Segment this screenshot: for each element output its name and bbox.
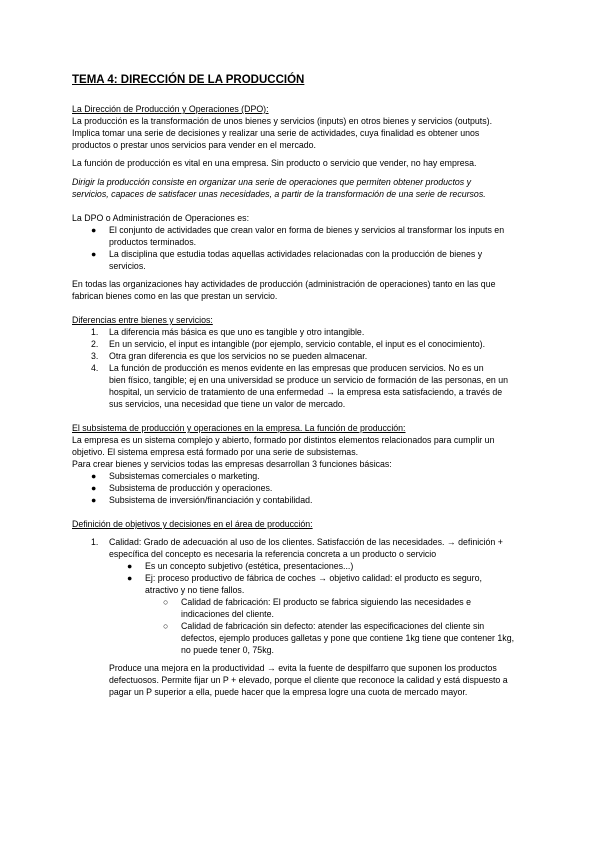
list-item: Subsistemas comerciales o marketing. [109,471,260,481]
paragraph-line: Produce una mejora en la productividad → evita la fuente de despilfarro que suponen los productos [109,663,497,673]
paragraph-line: objetivo. El sistema empresa está formado por una serie de subsistemas. [72,447,359,457]
list-item: La disciplina que estudia todas aquellas actividades relacionadas con la producción de bienes y [109,249,483,259]
list-number: 4. [91,363,99,373]
bullet-icon: ● [91,225,97,235]
circle-bullet-icon: ○ [163,621,169,631]
list-item: defectos, ejemplo produces galletas y pone que contiene 1kg tiene que contener 1kg, [181,633,515,643]
paragraph-line: pagar un P superior a ella, puede hacer que la empresa logre una cuota de mercado mayor. [109,687,468,697]
list-item: específica del concepto es necesaria la referencia concreta a un producto o servicio [109,549,437,559]
list-number: 3. [91,351,99,361]
section-heading-subsistema: El subsistema de producción y operaciones en la empresa. La función de producción: [72,423,406,433]
list-item: no puede tener 0, 75kg. [181,645,274,655]
list-number: 1. [91,327,99,337]
section-heading-diferencias: Diferencias entre bienes y servicios: [72,315,213,325]
bullet-icon: ● [91,495,97,505]
bullet-icon: ● [91,249,97,259]
bullet-icon: ● [127,561,133,571]
list-number: 1. [91,537,99,547]
list-item: Subsistema de producción y operaciones. [109,483,273,493]
list-item: La diferencia más básica es que uno es tangible y otro intangible. [109,327,365,337]
list-item: Es un concepto subjetivo (estética, presentaciones...) [145,561,354,571]
paragraph-line: Implica tomar una serie de decisiones y realizar una serie de actividades, cuya finalidad es obtener unos [72,128,480,138]
italic-line: Dirigir la producción consiste en organizar una serie de operaciones que permiten obtener productos y [72,177,472,187]
list-item: Otra gran diferencia es que los servicios no se pueden almacenar. [109,351,368,361]
paragraph-line: defectuosos. Permite fijar un P + elevado, porque el cliente que reconoce la calidad y está dispuesto a [109,675,508,685]
page-title: TEMA 4: DIRECCIÓN DE LA PRODUCCIÓN [72,74,305,86]
list-item: Calidad de fabricación: El producto se fabrica siguiendo las necesidades e [181,597,471,607]
list-item: sus servicios, una necesidad que tiene un valor de mercado. [109,399,346,409]
list-item: indicaciones del cliente. [181,609,274,619]
list-item: bien físico, tangible; ej en una universidad se produce un servicio de formación de las personas, en un [109,375,509,385]
list-item: hospital, un servicio de tratamiento de una enfermedad → la empresa esta satisfaciendo, a través de [109,387,503,397]
section-heading-objetivos: Definición de objetivos y decisiones en el área de producción: [72,519,313,529]
paragraph-line: productos o prestar unos servicios para vender en el mercado. [72,140,316,150]
list-item: En un servicio, el input es intangible (por ejemplo, servicio contable, el input es el conocimiento). [109,339,486,349]
list-item: Subsistema de inversión/financiación y contabilidad. [109,495,313,505]
list-item: Calidad de fabricación sin defecto: atender las especificaciones del cliente sin [181,621,485,631]
list-item: El conjunto de actividades que crean valor en forma de bienes y servicios al transformar los inputs en [109,225,505,235]
list-item: atractivo y no tiene fallos. [145,585,245,595]
list-item: La función de producción es menos evidente en las empresas que producen servicios. No es un [109,363,484,373]
italic-line: servicios, capaces de satisfacer unas necesidades, a partir de la transformación de una serie de recursos. [72,189,486,199]
circle-bullet-icon: ○ [163,597,169,607]
list-item: productos terminados. [109,237,197,247]
list-item: Calidad: Grado de adecuación al uso de los clientes. Satisfacción de las necesidades. → definición + [109,537,503,547]
list-number: 2. [91,339,99,349]
paragraph-line: La producción es la transformación de unos bienes y servicios (inputs) en otros bienes y servicios (outputs). [72,116,493,126]
bullet-icon: ● [91,471,97,481]
paragraph-line: Para crear bienes y servicios todas las empresas desarrollan 3 funciones básicas: [72,459,392,469]
paragraph-line: La DPO o Administración de Operaciones es: [72,213,250,223]
list-item: Ej: proceso productivo de fábrica de coches → objetivo calidad: el producto es seguro, [145,573,482,583]
list-item: servicios. [109,261,146,271]
paragraph-line: La empresa es un sistema complejo y abierto, formado por distintos elementos relacionados para cumplir un [72,435,495,445]
section-heading-dpo: La Dirección de Producción y Operaciones (DPO): [72,104,269,114]
paragraph-line: La función de producción es vital en una empresa. Sin producto o servicio que vender, no hay empresa. [72,158,477,168]
bullet-icon: ● [127,573,133,583]
paragraph-line: fabrican bienes como en las que prestan un servicio. [72,291,278,301]
bullet-icon: ● [91,483,97,493]
paragraph-line: En todas las organizaciones hay actividades de producción (administración de operaciones) tanto en las que [72,279,496,289]
